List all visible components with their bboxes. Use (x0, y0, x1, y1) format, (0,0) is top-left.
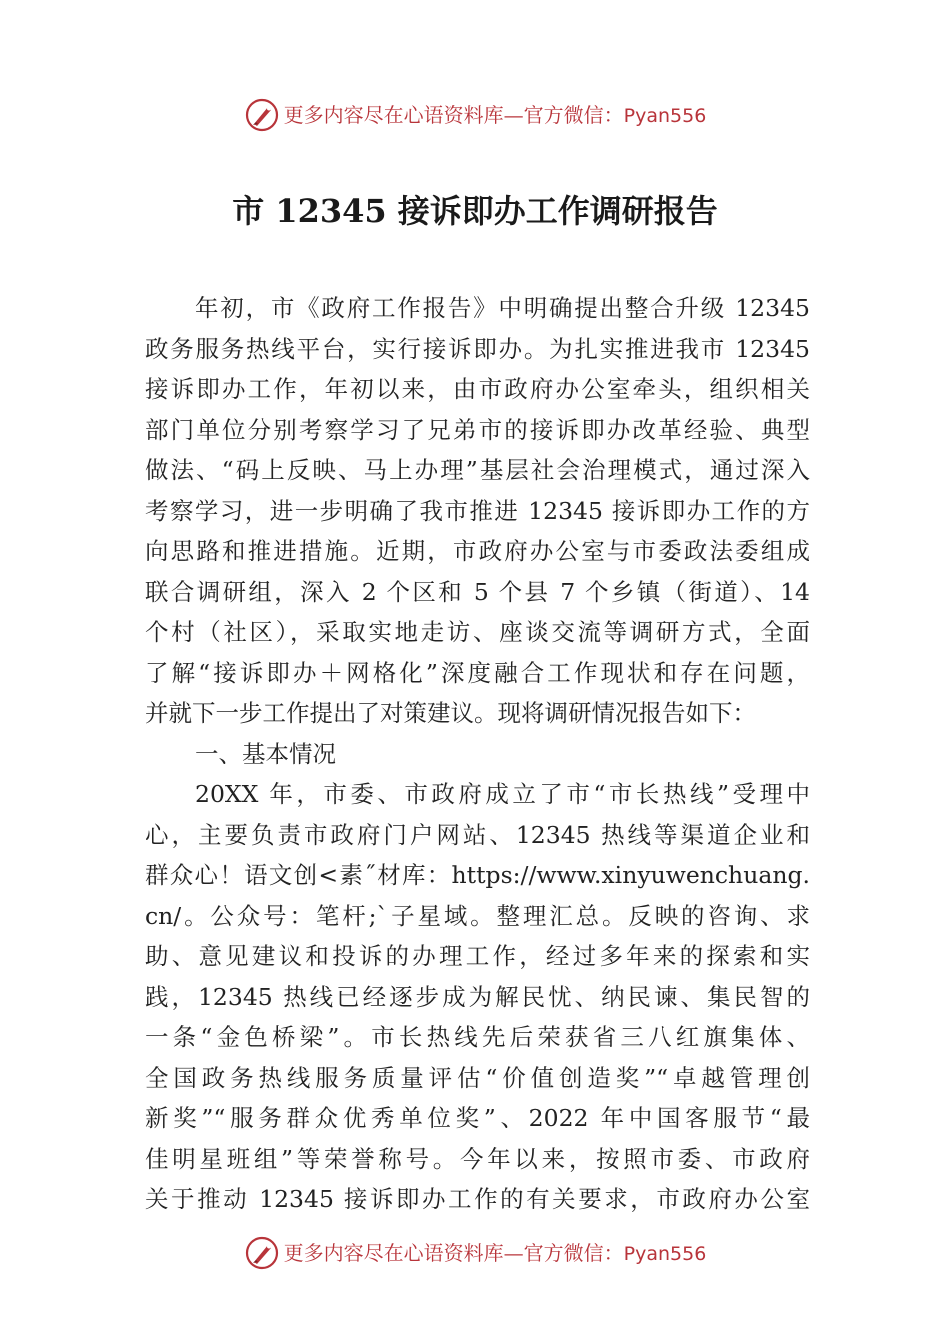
paragraph-line: 向思路和推进措施。近期，市政府办公室与市委政法委组成 (145, 537, 810, 565)
paragraph-line: 一条“金色桥梁”。市长热线先后荣获省三八红旗集体、 (145, 1023, 810, 1051)
paragraph-line: 全国政务热线服务质量评估“价值创造奖”“卓越管理创 (145, 1063, 810, 1092)
paragraph-line: 助、意见建议和投诉的办理工作，经过多年来的探索和实 (145, 942, 810, 970)
paragraph-line: 个村（社区），采取实地走访、座谈交流等调研方式，全面 (145, 618, 810, 646)
pen-nib-logo-icon (244, 1235, 280, 1271)
paragraph-line: 了解“接诉即办＋网格化”深度融合工作现状和存在问题， (145, 658, 810, 687)
document-body (145, 288, 810, 1220)
paragraph-line: 新奖”“服务群众优秀单位奖”、2022 年中国客服节“最 (145, 1104, 810, 1132)
paragraph-line: 接诉即办工作，年初以来，由市政府办公室牵头，组织相关 (145, 375, 810, 403)
paragraph-line: 佳明星班组”等荣誉称号。今年以来，按照市委、市政府 (145, 1144, 810, 1173)
paragraph-line: cn/。公众号：笔杆;`子星域。整理汇总。反映的咨询、求 (145, 901, 810, 930)
paragraph-line: 考察学习，进一步明确了我市推进 12345 接诉即办工作的方 (145, 496, 810, 525)
paragraph-line: 关于推动 12345 接诉即办工作的有关要求，市政府办公室 (145, 1185, 810, 1213)
watermark-text: 更多内容尽在心语资料库—官方微信：Pyan556 (283, 1240, 707, 1265)
paragraph-line: 群众心！语文创<素˝材库：https://www.xinyuwenchuang. (145, 861, 810, 889)
paragraph-line: 心，主要负责市政府门户网站、12345 热线等渠道企业和 (145, 820, 810, 849)
watermark-banner-top (0, 95, 950, 135)
paragraph-line: 年初，市《政府工作报告》中明确提出整合升级 12345 (195, 294, 810, 322)
document-title: 市 12345 接诉即办工作调研报告 (232, 192, 718, 230)
paragraph-line: 部门单位分别考察学习了兄弟市的接诉即办改革经验、典型 (145, 415, 810, 444)
paragraph-line: 并就下一步工作提出了对策建议。现将调研情况报告如下： (145, 699, 756, 727)
section-heading: 一、基本情况 (195, 739, 336, 768)
watermark-text: 更多内容尽在心语资料库—官方微信：Pyan556 (283, 102, 707, 127)
paragraph-line: 政务服务热线平台，实行接诉即办。为扎实推进我市 12345 (145, 334, 810, 363)
paragraph-line: 践，12345 热线已经逐步成为解民忧、纳民谏、集民智的 (145, 982, 810, 1011)
paragraph-line: 做法、“码上反映、马上办理”基层社会治理模式，通过深入 (145, 456, 810, 484)
pen-nib-logo-icon (244, 97, 280, 133)
paragraph-line: 联合调研组，深入 2 个区和 5 个县 7 个乡镇（街道）、14 (145, 577, 810, 606)
watermark-banner-bottom (0, 1233, 950, 1273)
paragraph-line: 20XX 年，市委、市政府成立了市“市长热线”受理中 (195, 780, 810, 808)
